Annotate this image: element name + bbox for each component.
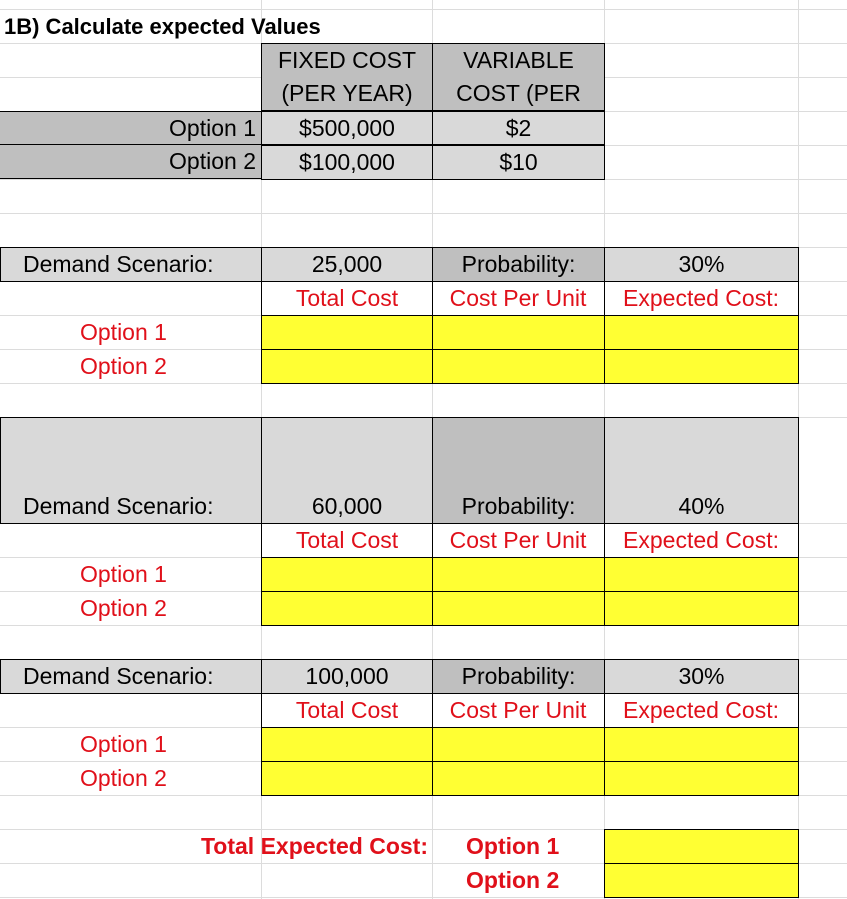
total-option-2-expected-cost-cell[interactable]	[604, 863, 799, 898]
scenario-1-option-1-expected-cost-cell[interactable]	[604, 315, 799, 350]
scenario-3-probability-label[interactable]: Probability:	[432, 659, 605, 694]
scenario-3-total-cost-header: Total Cost	[261, 693, 433, 727]
cost-row-option-1-label[interactable]: Option 1	[0, 111, 262, 145]
scenario-3-option-1-cost-per-unit-cell[interactable]	[432, 727, 605, 762]
scenario-1-option-2-cost-per-unit-cell[interactable]	[432, 349, 605, 384]
scenario-2-option-1-total-cost-cell[interactable]	[261, 557, 433, 592]
scenario-1-option-2-total-cost-cell[interactable]	[261, 349, 433, 384]
scenario-3-label[interactable]: Demand Scenario:	[0, 659, 262, 694]
cost-row-option-1-variable[interactable]: $2	[432, 111, 605, 145]
scenario-2-probability-label[interactable]: Probability:	[432, 417, 605, 524]
total-option-1-label: Option 1	[466, 832, 560, 859]
scenario-3-option-2-label: Option 2	[80, 764, 167, 791]
scenario-2-probability[interactable]: 40%	[604, 417, 799, 524]
scenario-3-option-2-total-cost-cell[interactable]	[261, 761, 433, 796]
scenario-3-expected-cost-header: Expected Cost:	[604, 693, 799, 727]
fixed-cost-header-2[interactable]: (PER YEAR)	[261, 77, 433, 111]
total-option-2-label: Option 2	[466, 866, 560, 893]
scenario-3-probability[interactable]: 30%	[604, 659, 799, 694]
scenario-3-demand[interactable]: 100,000	[261, 659, 433, 694]
scenario-1-option-2-label: Option 2	[80, 352, 167, 379]
cost-row-option-2-variable[interactable]: $10	[432, 145, 605, 180]
cost-row-option-2-fixed[interactable]: $100,000	[261, 145, 433, 180]
scenario-1-total-cost-header: Total Cost	[261, 281, 433, 315]
scenario-2-option-1-cost-per-unit-cell[interactable]	[432, 557, 605, 592]
scenario-2-cost-per-unit-header: Cost Per Unit	[432, 523, 605, 557]
sheet-title: 1B) Calculate expected Values	[4, 13, 321, 39]
scenario-3-option-2-cost-per-unit-cell[interactable]	[432, 761, 605, 796]
scenario-1-option-1-total-cost-cell[interactable]	[261, 315, 433, 350]
scenario-3-option-1-total-cost-cell[interactable]	[261, 727, 433, 762]
scenario-2-option-2-total-cost-cell[interactable]	[261, 591, 433, 626]
scenario-2-option-1-expected-cost-cell[interactable]	[604, 557, 799, 592]
total-option-1-expected-cost-cell[interactable]	[604, 829, 799, 864]
scenario-2-option-1-label: Option 1	[80, 560, 167, 587]
scenario-1-option-2-expected-cost-cell[interactable]	[604, 349, 799, 384]
scenario-2-option-2-cost-per-unit-cell[interactable]	[432, 591, 605, 626]
scenario-2-option-2-label: Option 2	[80, 594, 167, 621]
scenario-1-probability[interactable]: 30%	[604, 247, 799, 282]
scenario-1-cost-per-unit-header: Cost Per Unit	[432, 281, 605, 315]
scenario-1-option-1-label: Option 1	[80, 318, 167, 345]
scenario-3-option-1-label: Option 1	[80, 730, 167, 757]
fixed-cost-header-1[interactable]: FIXED COST	[261, 43, 433, 77]
scenario-2-demand[interactable]: 60,000	[261, 417, 433, 524]
scenario-3-option-1-expected-cost-cell[interactable]	[604, 727, 799, 762]
scenario-2-total-cost-header: Total Cost	[261, 523, 433, 557]
scenario-1-label[interactable]: Demand Scenario:	[0, 247, 262, 282]
scenario-2-expected-cost-header: Expected Cost:	[604, 523, 799, 557]
scenario-2-option-2-expected-cost-cell[interactable]	[604, 591, 799, 626]
scenario-2-label[interactable]: Demand Scenario:	[0, 417, 262, 524]
total-expected-cost-label: Total Expected Cost:	[200, 832, 428, 859]
cost-row-option-2-label[interactable]: Option 2	[0, 145, 262, 179]
scenario-1-option-1-cost-per-unit-cell[interactable]	[432, 315, 605, 350]
scenario-3-cost-per-unit-header: Cost Per Unit	[432, 693, 605, 727]
scenario-3-option-2-expected-cost-cell[interactable]	[604, 761, 799, 796]
variable-cost-header-2[interactable]: COST (PER	[432, 77, 605, 111]
variable-cost-header-1[interactable]: VARIABLE	[432, 43, 605, 77]
scenario-1-probability-label[interactable]: Probability:	[432, 247, 605, 282]
scenario-1-expected-cost-header: Expected Cost:	[604, 281, 799, 315]
cost-row-option-1-fixed[interactable]: $500,000	[261, 111, 433, 145]
scenario-1-demand[interactable]: 25,000	[261, 247, 433, 282]
